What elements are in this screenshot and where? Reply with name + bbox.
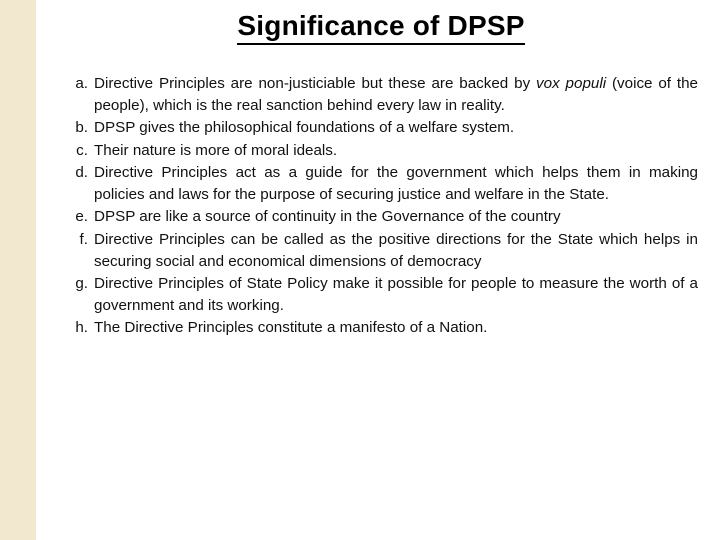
list-item bbox=[75, 273, 698, 316]
list-item-text bbox=[94, 73, 698, 116]
list-item bbox=[75, 117, 698, 139]
list-item-marker: d. bbox=[75, 164, 88, 182]
list-item-text-segment: The Directive Principles constitute a manifesto of a Nation. bbox=[94, 319, 488, 337]
list-item-marker: f. bbox=[79, 231, 88, 249]
list-item-text bbox=[94, 273, 698, 316]
list-item-marker: c. bbox=[76, 141, 88, 159]
list-item bbox=[76, 140, 698, 162]
list-item-text bbox=[94, 117, 698, 139]
slide-content bbox=[42, 0, 720, 540]
list-item-text-segment: Directive Principles act as a guide for the government which helps them in making policies and laws for the purpose of securing justice and welfare in the State. bbox=[94, 164, 698, 203]
list-item bbox=[75, 206, 698, 228]
page-title bbox=[42, 0, 720, 45]
list-item-text bbox=[94, 140, 698, 162]
list-item bbox=[75, 162, 698, 205]
list-item-text bbox=[94, 229, 698, 272]
list-item-marker: g. bbox=[75, 275, 88, 293]
list-item-emphasis: vox populi bbox=[536, 75, 607, 92]
list-item-marker: a. bbox=[75, 75, 88, 92]
list-item-text-segment: Their nature is more of moral ideals. bbox=[94, 141, 338, 159]
list-item-text bbox=[94, 206, 698, 228]
bullet-list bbox=[42, 73, 720, 339]
list-item-text-segment: DPSP are like a source of continuity in the Governance of the country bbox=[94, 208, 561, 226]
list-item bbox=[79, 229, 698, 272]
list-item-marker: h. bbox=[75, 319, 88, 337]
list-item-text bbox=[94, 162, 698, 205]
page-title-text: Significance of DPSP bbox=[237, 10, 524, 45]
list-item-text-segment: DPSP gives the philosophical foundations of a welfare system. bbox=[94, 119, 515, 137]
list-item-marker: e. bbox=[75, 208, 88, 226]
list-item-text-segment: Directive Principles can be called as the positive directions for the State which helps in securing social and economical dimensions of democracy bbox=[94, 231, 698, 270]
decorative-left-band bbox=[0, 0, 37, 540]
list-item-text bbox=[94, 317, 698, 339]
list-item-text-segment: (voice of the people), which is the real sanction behind every law in reality. bbox=[94, 75, 699, 114]
list-item-text-segment: Directive Principles are non-justiciable but these are backed by bbox=[94, 75, 537, 92]
list-item bbox=[75, 317, 698, 339]
list-item-text-segment: Directive Principles of State Policy make it possible for people to measure the worth of a government and its working. bbox=[94, 275, 698, 314]
list-item-marker: b. bbox=[75, 119, 88, 137]
list-item bbox=[75, 73, 699, 116]
